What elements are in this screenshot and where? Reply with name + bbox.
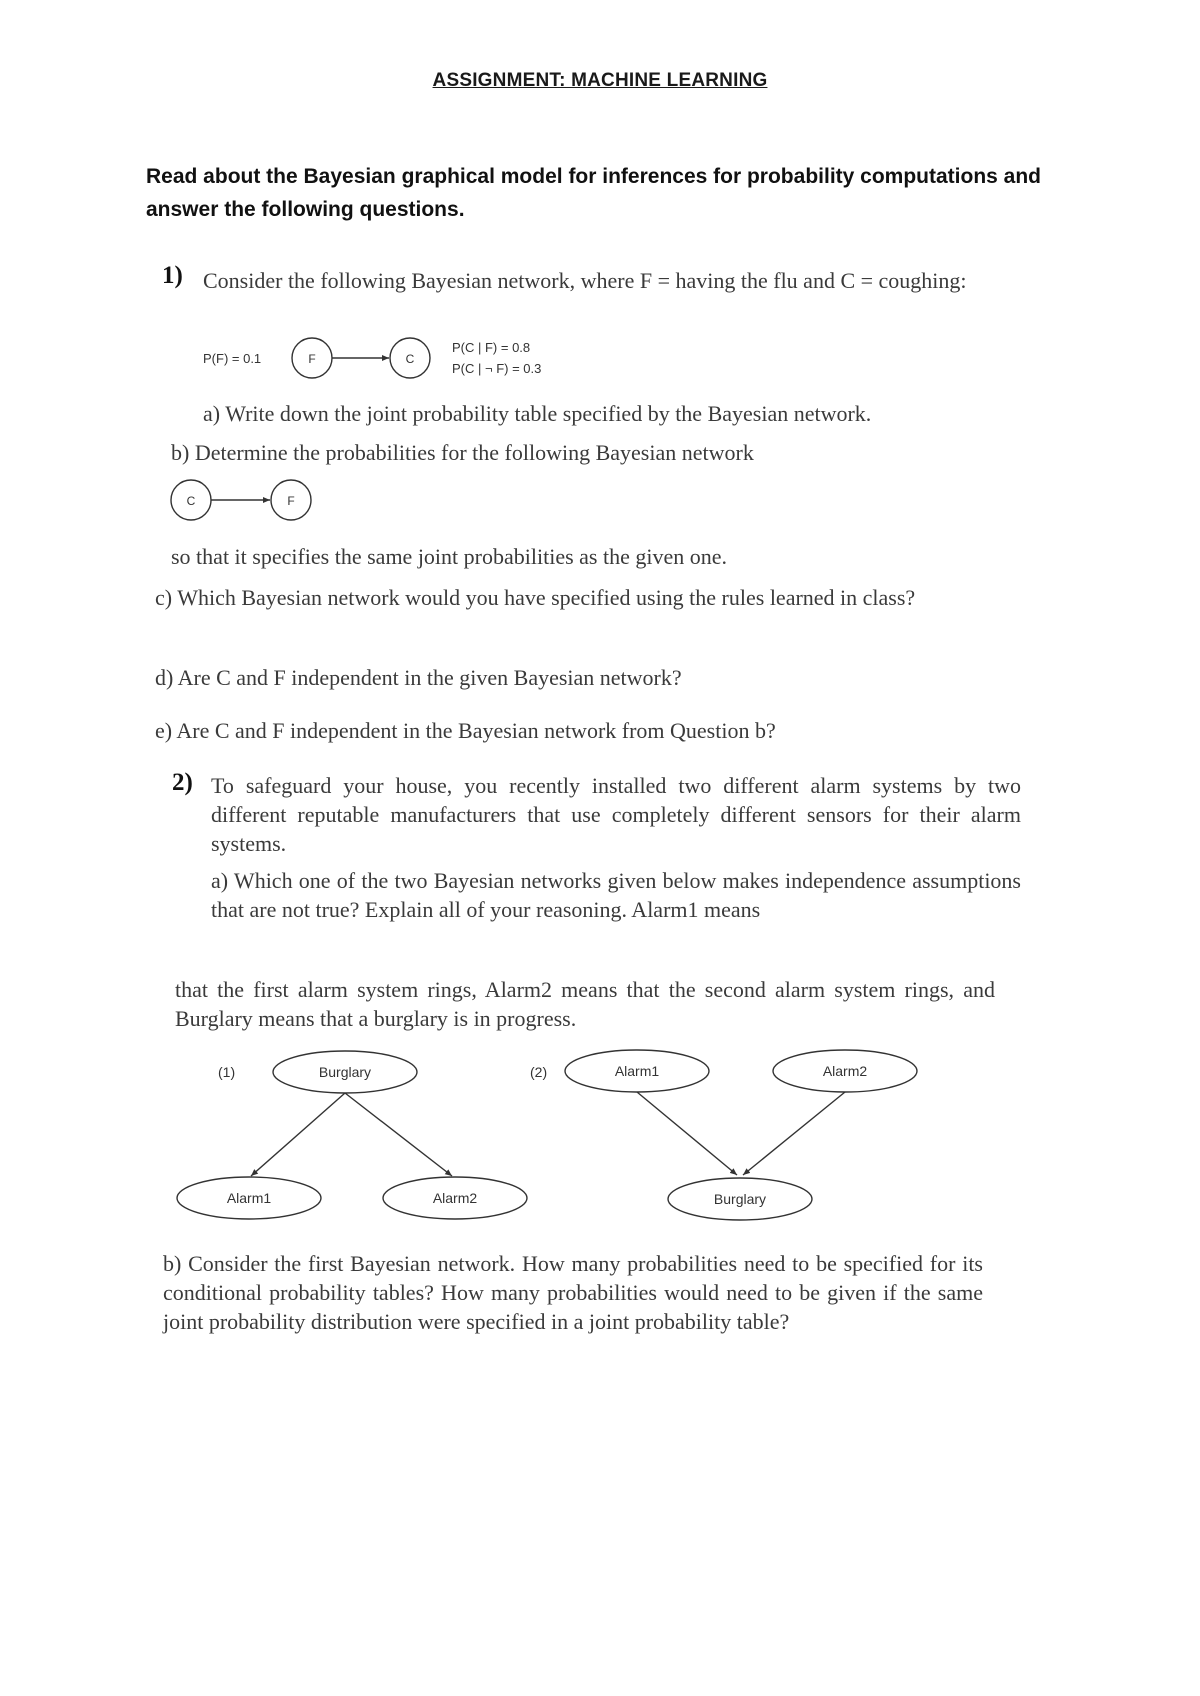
q2-part-b: b) Consider the first Bayesian network. How many probabilities need to be specified for its conditional probability tables? How many probabilities would need to be given if the same joint probability distribution were specified in a joint probability table? [163,1251,983,1334]
network-1-label: (1) [218,1064,236,1080]
node-c-b-label: C [186,494,196,508]
network-2-label: (2) [530,1064,548,1080]
q1-part-b-continued: so that it specifies the same joint probabilities as the given one. [171,544,727,569]
q2-part-a-continued: that the first alarm system rings, Alarm2 means that the second alarm system rings, and Burglary means that a burglary is in progress. [175,977,995,1031]
question-2-text: To safeguard your house, you recently installed two different alarm systems by two different reputable manufacturers that use completely different sensors for their alarm systems. [211,773,1021,856]
node-f-b-label: F [287,494,295,508]
node-c-label: C [405,352,415,366]
net2-alarm1-label: Alarm1 [614,1063,660,1079]
network-f-to-c [203,338,541,378]
network-1 [177,1051,527,1219]
question-1-text: Consider the following Bayesian network, where F = having the flu and C = coughing: [203,268,967,293]
intro-paragraph: Read about the Bayesian graphical model for inferences for probability computations and answer the following questions. [146,165,1041,221]
network-c-to-f [171,480,311,520]
net2-burglary-label: Burglary [713,1191,767,1207]
net1-edge-burglary-alarm2 [345,1093,452,1176]
q2-part-a: a) Which one of the two Bayesian networks given below makes independence assumptions that are not true? Explain all of your reasoning. Alarm1 means [211,868,1021,922]
q1-part-e: e) Are C and F independent in the Bayesian network from Question b? [155,718,776,743]
net2-edge-alarm2-burglary [743,1092,845,1175]
net1-edge-burglary-alarm1 [251,1093,345,1176]
q1-part-b: b) Determine the probabilities for the following Bayesian network [171,440,754,465]
page-title: ASSIGNMENT: MACHINE LEARNING [432,70,768,91]
question-2-number: 2) [172,769,193,796]
net1-alarm2-label: Alarm2 [432,1190,478,1206]
q1-part-c: c) Which Bayesian network would you have specified using the rules learned in class? [155,585,916,610]
prob-f-label: P(F) = 0.1 [203,351,262,366]
prob-c-given-f: P(C | F) = 0.8 [452,340,531,355]
q1-part-d: d) Are C and F independent in the given Bayesian network? [155,665,682,690]
net2-alarm2-label: Alarm2 [822,1063,868,1079]
net2-edge-alarm1-burglary [637,1092,737,1175]
network-2 [530,1050,917,1220]
net1-alarm1-label: Alarm1 [226,1190,272,1206]
question-1-number: 1) [162,262,183,289]
net1-burglary-label: Burglary [318,1064,372,1080]
prob-c-given-not-f: P(C | ¬ F) = 0.3 [452,361,542,376]
node-f-label: F [308,352,316,366]
q1-part-a: a) Write down the joint probability table specified by the Bayesian network. [203,401,872,426]
